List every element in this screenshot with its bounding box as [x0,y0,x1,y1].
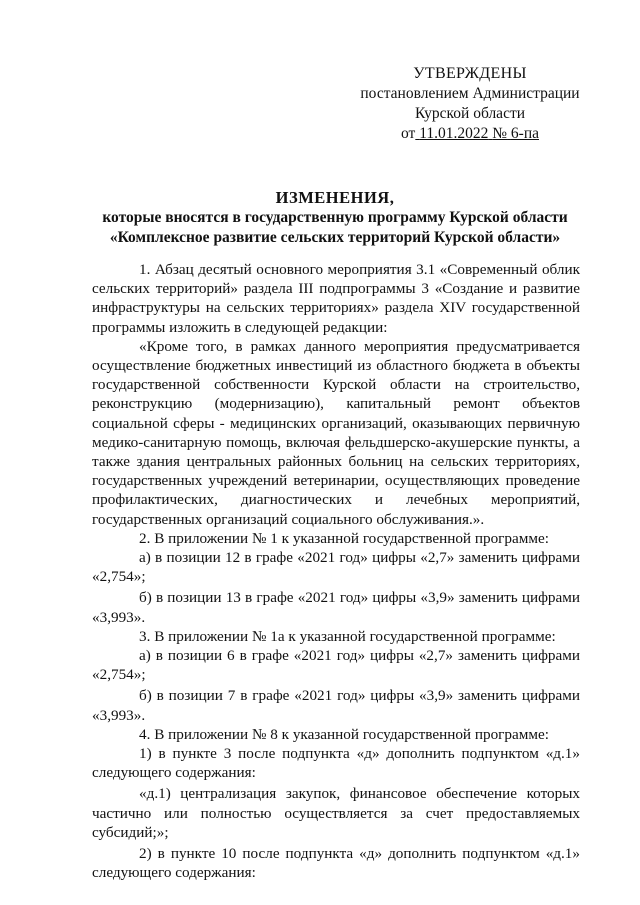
paragraph-2: 2. В приложении № 1 к указанной государственной программе: [139,529,549,547]
title-line-1: которые вносятся в государственную программу Курской области [102,209,568,226]
paragraph-4-quote: «д.1) централизация закупок, финансовое обеспечение которых частично или полностью осуществляется за счет предоставляемых субсидий;»; [92,785,580,841]
paragraph-4-2: 2) в пункте 10 после подпункта «д» дополнить подпунктом «д.1» следующего содержания: [92,845,580,882]
paragraph-3: 3. В приложении № 1а к указанной государственной программе: [139,627,556,645]
title-line-2: «Комплексное развитие сельских территорий Курской области» [109,229,561,246]
approval-date-line [340,124,600,144]
approval-number: 6-па [510,125,540,142]
paragraph-4: 4. В приложении № 8 к указанной государственной программе: [139,725,549,743]
title-main: ИЗМЕНЕНИЯ, [275,188,395,207]
approval-line-2: Курской области [414,105,526,122]
paragraph-2a: а) в позиции 12 в графе «2021 год» цифры «2,7» заменить цифрами «2,754»; [92,549,580,586]
approval-line-1: постановлением Администрации [360,85,580,102]
number-sign: № [492,125,508,142]
paragraph-3b: б) в позиции 7 в графе «2021 год» цифры «3,9» заменить цифрами «3,993». [92,687,580,724]
paragraph-quote: «Кроме того, в рамках данного мероприятия предусматривается осуществление бюджетных инвестиций из областного бюджета в объекты государственной собственности Курской области на строительство, реконструкцию (модернизацию), капитальный ремонт объектов социальной сферы - медицинских организаций, оказывающих первичную медико-санитарную помощь, включая фельдшерско-акушерские пункты, а также здания центральных районных больниц на сельских территориях, государственных учреждений ветеринарии, осуществляющих проведение профилактических, диагностических и лечебных мероприятий, государственных организаций социального обслуживания.». [92,337,580,528]
document-title [90,188,580,248]
approval-date: 11.01.2022 [419,125,489,142]
date-prefix: от [400,125,416,142]
approval-stamp [340,64,600,144]
approval-heading: УТВЕРЖДЕНЫ [413,65,527,82]
paragraph-4-1: 1) в пункте 3 после подпункта «д» дополнить подпунктом «д.1» следующего содержания: [92,745,580,782]
paragraph-1: 1. Абзац десятый основного мероприятия 3.1 «Современный облик сельских территорий» раздела III подпрограммы 3 «Создание и развитие инфраструктуры на сельских территориях» раздела XIV государственной программы изложить в следующей редакции: [92,261,580,336]
document-body [92,260,580,883]
paragraph-2b: б) в позиции 13 в графе «2021 год» цифры «3,9» заменить цифрами «3,993». [92,589,580,626]
paragraph-3a: а) в позиции 6 в графе «2021 год» цифры «2,7» заменить цифрами «2,754»; [92,647,580,684]
